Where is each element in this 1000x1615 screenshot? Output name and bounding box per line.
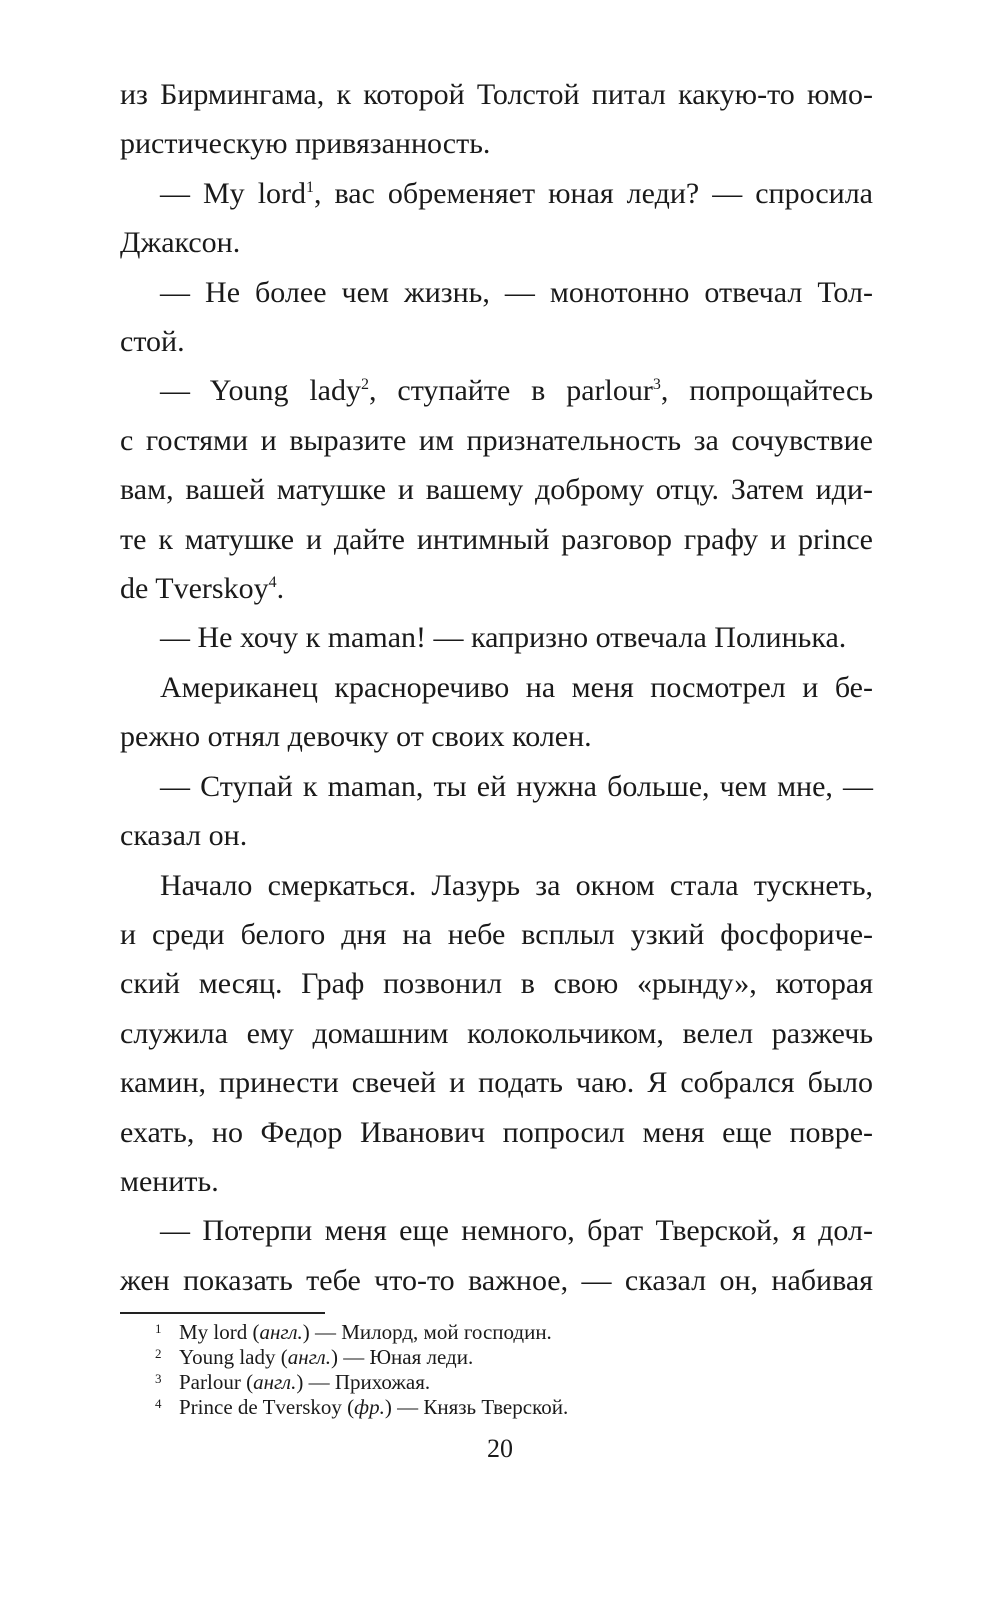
text-line: — Потерпи меня еще немного, брат Тверской, я дол- (160, 1214, 873, 1248)
text-line: камин, принести свечей и подать чаю. Я собрался было (120, 1066, 873, 1100)
footnote-lang: англ. (259, 1320, 303, 1344)
paragraph-3 (120, 268, 873, 367)
text-line: Начало смеркаться. Лазурь за окном стала тускнеть, (160, 868, 873, 902)
main-text (120, 70, 873, 1305)
paragraph-5 (120, 613, 873, 662)
text-run: , ступайте в parlour (369, 374, 653, 408)
footnote-text: — Юная леди. (343, 1345, 474, 1369)
text-line (120, 366, 873, 415)
paragraph-8 (120, 861, 873, 1207)
text-line: те к матушке и дайте интимный разговор графу и prince (120, 522, 873, 556)
text-run: — My lord (160, 176, 307, 210)
page-body (120, 70, 873, 1305)
text-run: — Young lady (160, 374, 361, 408)
text-line: ристическую привязанность. (120, 127, 491, 161)
footnote-1: 1 My lord (англ.) — Милорд, мой господин. (155, 1320, 552, 1344)
text-line: служила ему домашним колокольчиком, велел разжечь (120, 1016, 873, 1050)
footnote-number: 3 (155, 1371, 162, 1386)
paragraph-1 (120, 70, 873, 169)
text-line: из Бирмингама, к которой Толстой питал какую-то юмо- (120, 78, 873, 111)
text-line: менить. (120, 1164, 219, 1198)
footnote-separator (120, 1312, 325, 1314)
footnote-ref-4: 4 (268, 574, 277, 592)
paragraph-6 (120, 663, 873, 762)
text-line: — Ступай к maman, ты ей нужна больше, чем мне, — (160, 769, 873, 803)
text-line: сказал он. (120, 819, 248, 853)
text-line: Джаксон. (120, 226, 241, 260)
text-line: — Не более чем жизнь, — монотонно отвечал Тол- (160, 275, 873, 309)
paragraph-2 (120, 169, 873, 268)
text-run: , попрощайтесь (660, 374, 874, 408)
paragraph-9 (120, 1206, 873, 1305)
text-line: режно отнял девочку от своих колен. (120, 720, 592, 754)
footnotes (155, 1320, 568, 1420)
footnote-ref-2: 2 (361, 376, 369, 394)
text-line (80, 564, 873, 613)
footnote-3: 3 Parlour (англ.) — Прихожая. (155, 1370, 431, 1394)
text-line (120, 169, 873, 218)
footnote-term: Young lady (179, 1345, 276, 1369)
footnote-number: 1 (155, 1321, 162, 1336)
text-line: вам, вашей матушке и вашему доброму отцу. Затем иди- (120, 473, 873, 507)
text-run: , вас обременяет юная леди? — спросила (314, 176, 873, 210)
text-run: . (276, 572, 285, 606)
footnote-term: Parlour (179, 1370, 241, 1394)
footnote-ref-1: 1 (306, 178, 315, 196)
text-line: ский месяц. Граф позвонил в свою «рынду», которая (120, 967, 873, 1001)
text-line: стой. (120, 325, 185, 359)
text-line: с гостями и выразите им признательность за сочувствие (120, 423, 873, 457)
footnote-number: 4 (155, 1396, 162, 1411)
text-line: и среди белого дня на небе всплыл узкий фосфориче- (120, 917, 873, 951)
footnote-number: 2 (155, 1346, 162, 1361)
text-line: жен показать тебе что-то важное, — сказал он, набивая (120, 1263, 873, 1297)
footnote-text: — Князь Тверской. (397, 1395, 569, 1419)
footnote-text: — Прихожая. (308, 1370, 431, 1394)
text-line: ехать, но Федор Иванович попросил меня еще повре- (120, 1115, 873, 1149)
text-line: — Не хочу к maman! — капризно отвечала Полинька. (160, 621, 847, 655)
text-line: Американец красноречиво на меня посмотрел и бе- (160, 670, 873, 704)
footnote-term: Prince de Tverskoy (179, 1395, 342, 1419)
footnote-text: — Милорд, мой господин. (315, 1320, 552, 1344)
page-number: 20 (487, 1434, 513, 1463)
footnote-lang: англ. (287, 1345, 331, 1369)
footnote-2: 2 Young lady (англ.) — Юная леди. (155, 1345, 474, 1369)
footnote-term: My lord (179, 1320, 248, 1344)
paragraph-4 (120, 366, 873, 613)
footnote-lang: фр. (354, 1395, 385, 1419)
footnote-lang: англ. (253, 1370, 297, 1394)
footnote-ref-3: 3 (652, 376, 661, 394)
footnote-4: 4 Prince de Tverskoy (фр.) — Князь Тверской. (155, 1395, 569, 1419)
paragraph-7 (120, 762, 873, 861)
text-run: de Tverskoy (120, 572, 269, 606)
